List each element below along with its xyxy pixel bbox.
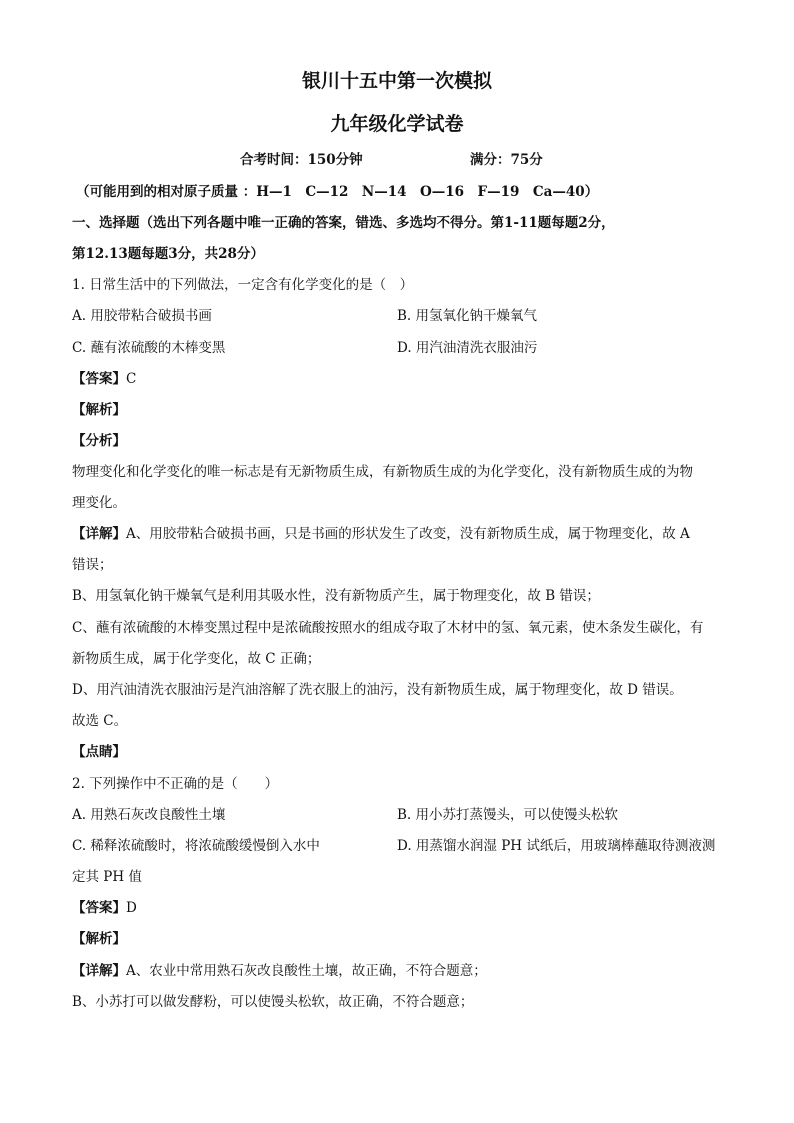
answer-label: 【答案】 [72,900,126,916]
detail-label: 【详解】 [72,963,126,979]
question-2-option-a: A. 用熟石灰改良酸性土壤 [72,807,226,823]
question-2-option-b: B. 用小苏打蒸馒头，可以使馒头松软 [397,807,619,823]
question-1-detail-line7: 故选 C。 [72,713,128,729]
question-1-stem: 1. 日常生活中的下列做法，一定含有化学变化的是（ ） [72,277,414,293]
detail-text: A、农业中常用熟石灰改良酸性土壤，故正确，不符合题意； [126,963,487,979]
question-2-detail-line1 [72,962,487,980]
question-2-detail-line2: B、小苏打可以做发酵粉，可以使馒头松软，故正确，不符合题意； [72,994,474,1010]
question-1-option-c: C. 蘸有浓硫酸的木棒变黑 [72,340,226,356]
question-1-detail-line2: 错误； [72,557,113,573]
question-1-fenxi-label: 【分析】 [72,433,126,449]
section-heading-line2: 第12.13题每题3分，共28分） [72,246,264,262]
question-2-answer [72,899,137,917]
question-1-detail-line5: 新物质生成，属于化学变化，故 C 正确； [72,651,321,667]
section-heading-line1: 一、选择题（选出下列各题中唯一正确的答案，错选、多选均不得分。第1-11题每题2分， [72,215,615,231]
detail-text: A、用胶带粘合破损书画，只是书画的形状发生了改变，没有新物质生成，属于物理变化，故 A [126,526,690,542]
question-1-detail-line6: D、用汽油清洗衣服油污是汽油溶解了洗衣服上的油污，没有新物质生成，属于物理变化，故 D 错误。 [72,682,683,698]
question-2-option-c: C. 稀释浓硫酸时，将浓硫酸缓慢倒入水中 [72,838,320,854]
question-1-detail-line4: C、蘸有浓硫酸的木棒变黑过程中是浓硫酸按照水的组成夺取了木材中的氢、氧元素，使木条发生碳化，有 [72,620,704,636]
question-1-answer [72,370,136,388]
question-1-option-d: D. 用汽油清洗衣服油污 [397,340,538,356]
question-1-detail-line1 [72,525,690,543]
question-2-analysis-label: 【解析】 [72,931,126,947]
question-1-detail-line3: B、用氢氧化钠干燥氧气是利用其吸水性，没有新物质产生，属于物理变化，故 B 错误； [72,588,600,604]
question-1-fenxi-line1: 物理变化和化学变化的唯一标志是有无新物质生成，有新物质生成的为化学变化，没有新物质生成的为物 [72,464,693,480]
question-2-option-d-cont: 定其 PH 值 [72,869,142,885]
question-1-option-b: B. 用氢氧化钠干燥氧气 [397,308,538,324]
answer-value: C [126,371,137,387]
question-1-analysis-label: 【解析】 [72,402,126,418]
question-1-option-a: A. 用胶带粘合破损书画 [72,308,212,324]
exam-subtitle: 九年级化学试卷 [330,113,464,135]
exam-full-score: 满分：75分 [470,152,543,168]
exam-time: 合考时间：150分钟 [240,152,363,168]
question-2-option-d: D. 用蒸馏水润湿 PH 试纸后，用玻璃棒蘸取待测液测 [397,838,716,854]
atomic-masses: （可能用到的相对原子质量 ：H—1 C—12 N—14 O—16 F—19 Ca—40） [76,184,599,200]
question-1-fenxi-line2: 理变化。 [72,495,126,511]
question-1-dianjing-label: 【点睛】 [72,744,126,760]
detail-label: 【详解】 [72,526,126,542]
exam-title: 银川十五中第一次模拟 [301,70,492,92]
question-2-stem: 2. 下列操作中不正确的是（ ） [72,776,279,792]
answer-label: 【答案】 [72,371,126,387]
answer-value: D [126,900,137,916]
